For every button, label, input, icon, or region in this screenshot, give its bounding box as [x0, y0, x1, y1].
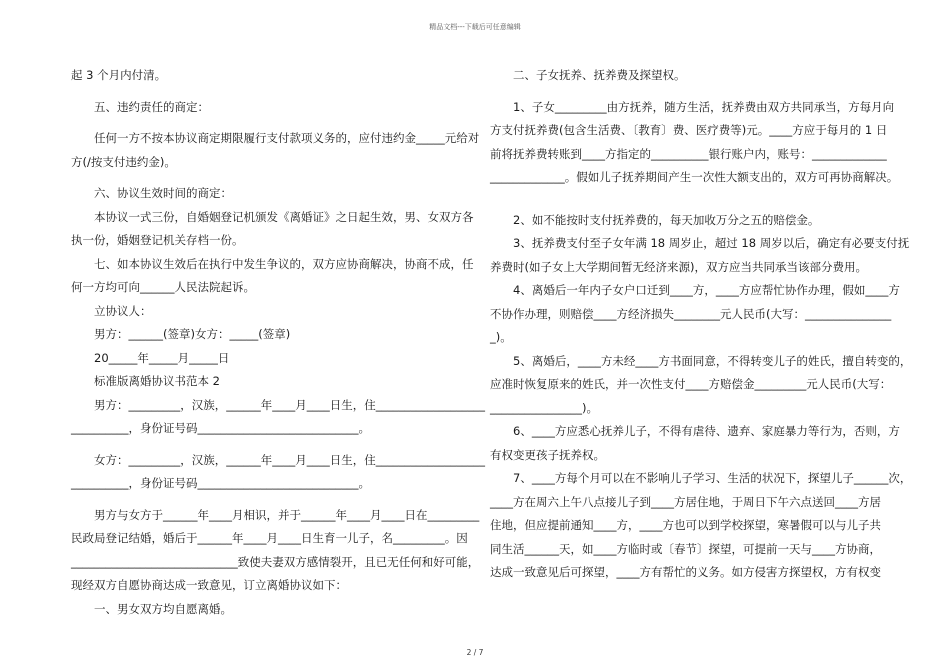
text-line: ____方在周六上午八点接儿子到____方居住地，于周日下午六点送回____方居: [490, 494, 881, 509]
text-line: 6、____方应悉心抚养儿子，不得有虐待、遗弃、家庭暴力等行为，否则，方: [490, 424, 900, 438]
text-line: 男方与女方于______年____月相识，并于______年____月____日在_________: [71, 507, 480, 522]
text-line: 二、子女抚养、抚养费及探望权。: [490, 68, 686, 82]
text-line: _____________________________致使夫妻双方感情裂开，且已无任何和好可能，: [71, 554, 480, 569]
text-line: 养费时(如子女上大学期间暂无经济来源)，双方应当共同承当该部分费用。: [490, 259, 867, 274]
text-line: 本协议一式三份，自婚姻登记机颁发《离婚证》之日起生效，男、女双方各: [71, 209, 474, 224]
text-line: ________________)。: [490, 400, 598, 415]
text-line: 方(/按支付违约金)。: [71, 154, 176, 169]
spacer: [71, 119, 463, 127]
text-line: 4、离婚后一年内子女户口迁到____方，____方应帮忙协作办理，假如____方: [490, 283, 900, 297]
text-line: 达成一致意见后可探望，____方有帮忙的义务。如方侵害方探望权，方有权变: [490, 565, 881, 579]
text-line: 女方：_________，汉族，______年____月____日生，住___________________: [71, 452, 485, 467]
spacer: [490, 88, 882, 96]
text-line: 住地，但应提前通知____方，____方也可以到学校探望，寒暑假可以与儿子共: [490, 518, 881, 532]
text-line: 执一份，婚姻登记机关存档一份。: [71, 233, 244, 247]
text-line: 七、如本协议生效后在执行中发生争议的，双方应协商解决，协商不成，任: [71, 256, 474, 271]
text-line: 应准时恢复原来的姓氏，并一次性支付____方赔偿金_________元人民币(大写：: [490, 377, 892, 391]
text-line: 标准版离婚协议书范本 2: [71, 374, 220, 388]
text-line: 7、____方每个月可以在不影响儿子学习、生活的状况下，探望儿子______次，: [490, 471, 912, 485]
text-line: 何一方均可向______人民法院起诉。: [71, 280, 255, 294]
text-line: 立协议人：: [71, 303, 152, 318]
spacer: [71, 441, 463, 449]
text-line: _)。: [490, 330, 512, 344]
text-line: 起 3 个月内付清。: [71, 68, 167, 82]
text-line: _____________。假如儿子抚养期间产生一次性大额支出的，双方可再协商解决。: [490, 170, 899, 184]
text-line: __________，身份证号码____________________________。: [71, 421, 370, 435]
text-line: 有权变更孩子抚养权。: [490, 447, 605, 462]
text-line: 方支付抚养费(包含生活费、〔教育〕费、医疗费等)元。____方应于每月的 1 日: [490, 123, 888, 137]
text-line: __________，身份证号码____________________________。: [71, 476, 370, 490]
text-line: 六、协议生效时间的商定：: [71, 186, 232, 200]
spacer: [71, 496, 463, 504]
text-line: 一、男女双方均自愿离婚。: [71, 601, 232, 616]
spacer: [71, 174, 463, 182]
text-line: 五、违约责任的商定：: [71, 99, 209, 114]
text-line: 3、抚养费支付至子女年满 18 周岁止，超过 18 周岁以后，确定有必要支付抚: [490, 236, 910, 250]
text-line: 男方：______(签章)女方：_____(签章): [71, 327, 291, 341]
text-line: 2、如不能按时支付抚养费的，每天加收万分之五的赔偿金。: [490, 212, 820, 227]
page-number: 2 / 7: [466, 648, 484, 657]
text-line: 1、子女_________由方抚养，随方生活，抚养费由双方共同承当，方每月向: [490, 99, 895, 114]
text-line: 同生活______天，如____方临时或〔春节〕探望，可提前一天与____方协商，: [490, 541, 881, 556]
text-line: 5、离婚后，____方未经____方书面同意，不得转变儿子的姓氏，擅自转变的，: [490, 353, 912, 368]
text-line: 民政局登记结婚，婚后于______年____月____日生育一儿子，名_________。因: [71, 531, 468, 545]
spacer: [71, 88, 463, 96]
text-line: 男方：_________，汉族，______年____月____日生，住___________________: [71, 397, 485, 412]
spacer: [490, 190, 882, 209]
text-line: 不协作办理，则赔偿____方经济损失________元人民币(大写：_______________: [490, 306, 892, 321]
page-header-note: 精品文档---下载后可任意编辑: [429, 23, 521, 31]
text-line: 20_____年_____月_____日: [71, 350, 230, 365]
text-line: 前将抚养费转账到____方指定的__________银行账户内，账号：_____________: [490, 146, 887, 161]
right-column: [490, 64, 912, 585]
text-line: 任何一方不按本协议商定期限履行支付款项义务的，应付违约金_____元给对: [71, 131, 480, 145]
text-line: 现经双方自愿协商达成一致意见，订立离婚协议如下：: [71, 578, 347, 592]
left-column: [71, 64, 485, 621]
